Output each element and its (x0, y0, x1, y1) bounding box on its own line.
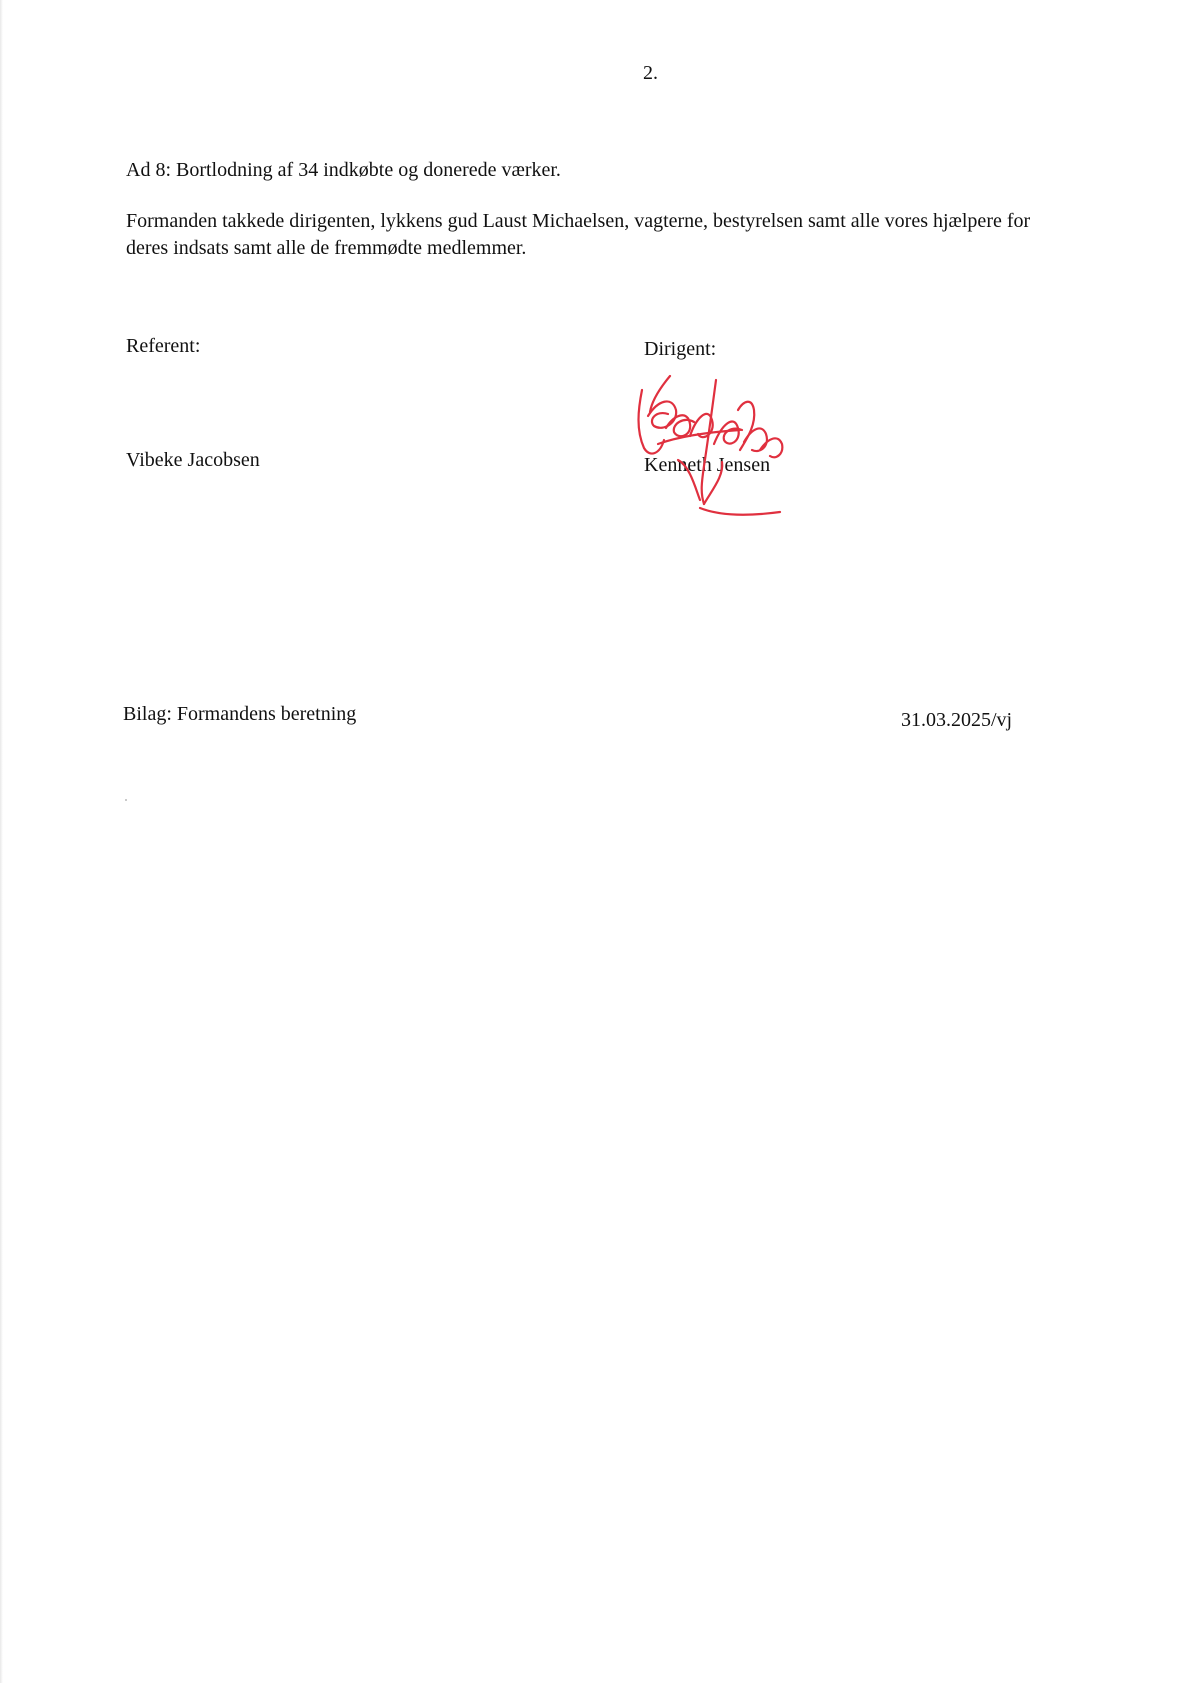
scan-edge-shadow (0, 0, 3, 1683)
page-number: 2. (643, 62, 658, 84)
referent-name: Vibeke Jacobsen (126, 449, 260, 471)
closing-paragraph (126, 208, 1136, 262)
referent-label: Referent: (126, 335, 201, 357)
closing-paragraph-line-1: Formanden takkede dirigenten, lykkens gud Laust Michaelsen, vagterne, bestyrelsen samt alle vores hjælpere for (126, 210, 1031, 232)
dirigent-label: Dirigent: (644, 338, 717, 360)
dirigent-name: Kenneth Jensen (644, 454, 771, 476)
handwritten-signature (630, 370, 800, 530)
scan-speck (125, 799, 127, 801)
date-reference: 31.03.2025/vj (901, 709, 1013, 731)
attachment-note: Bilag: Formandens beretning (123, 703, 357, 725)
closing-paragraph-line-2: deres indsats samt alle de fremmødte medlemmer. (126, 237, 527, 259)
agenda-item-8: Ad 8: Bortlodning af 34 indkøbte og donerede værker. (126, 159, 561, 181)
